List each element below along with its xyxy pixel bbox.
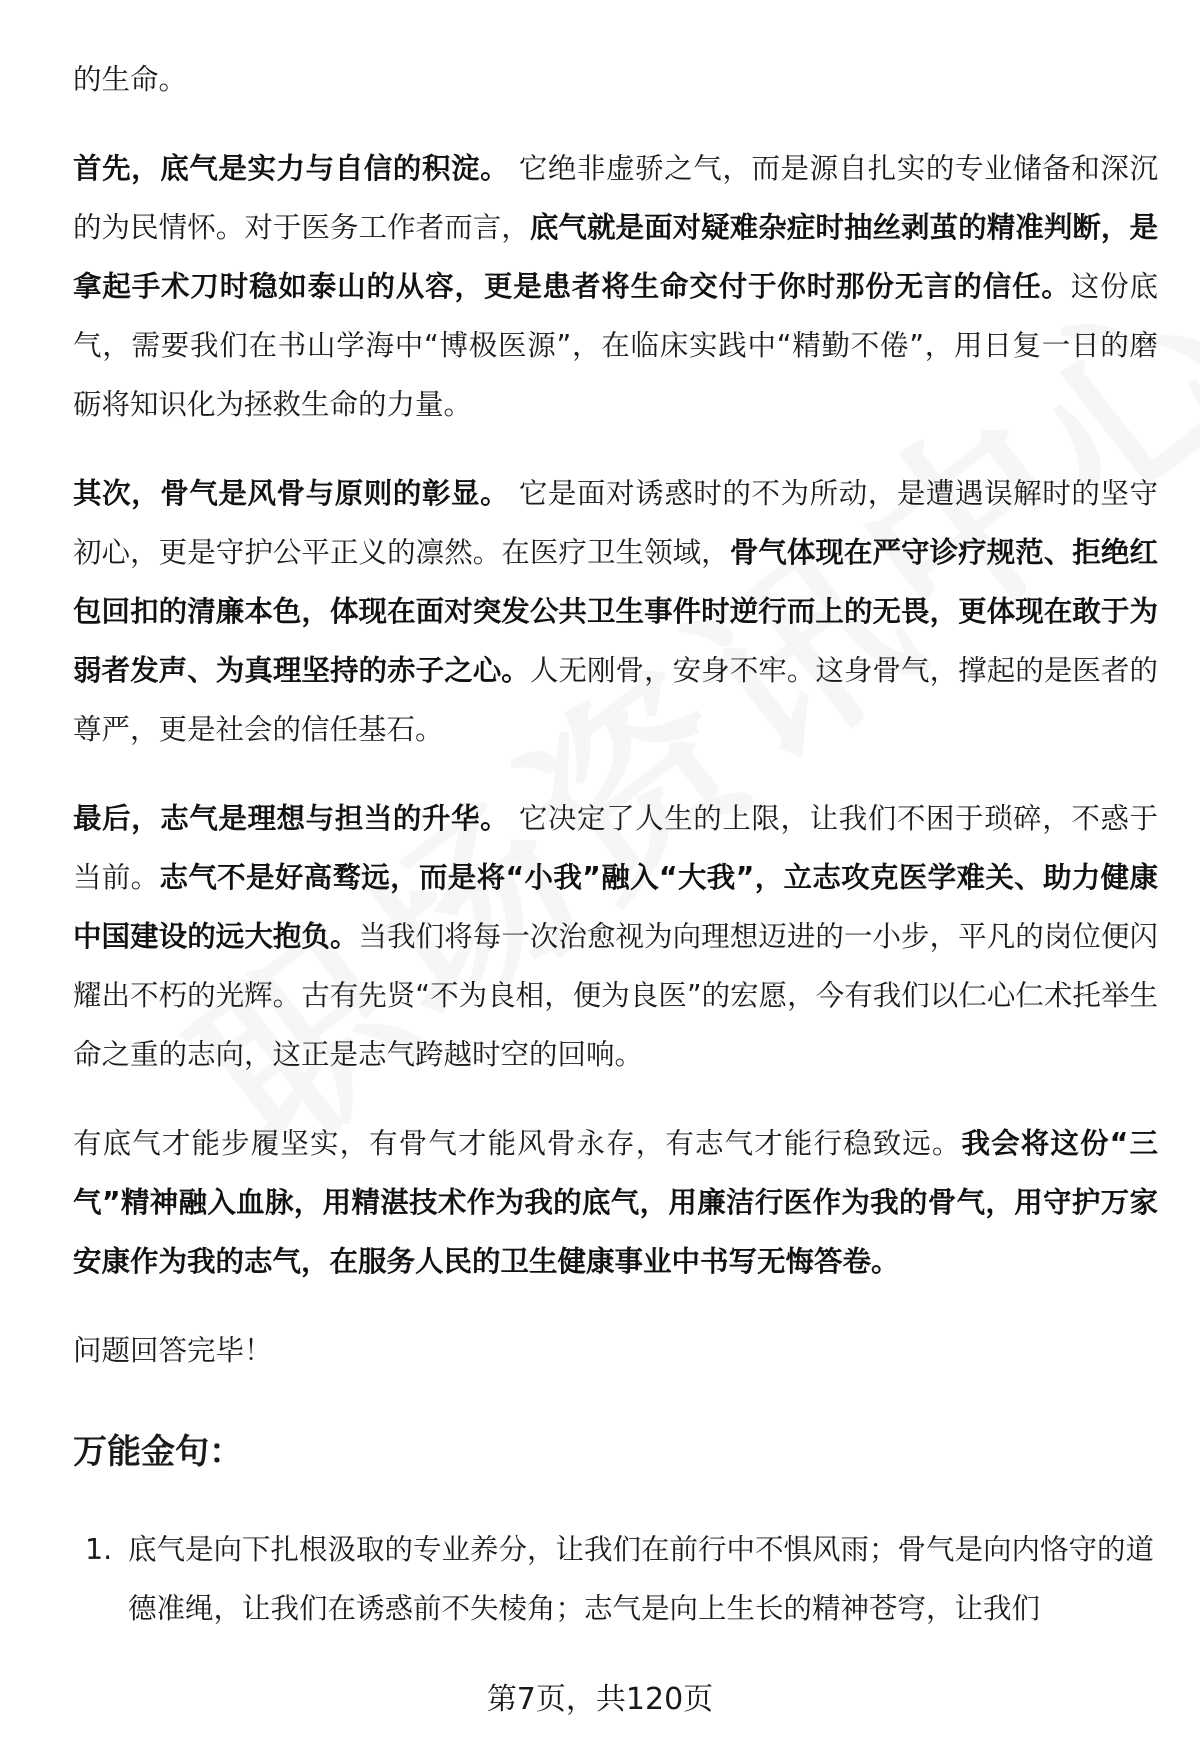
closing-line: 问题回答完毕！: [73, 1334, 273, 1367]
paragraph-guqi: [73, 464, 1158, 759]
list-item: [73, 1520, 1158, 1638]
paragraph-text: 这份底气，需要我们在书山学海中“博极医源”，在临床实践中“精勤不倦”，用日复一日的磨砺将知识化为拯救生命的力量。: [73, 270, 1158, 421]
paragraph-lead: 最后，志气是理想与担当的升华。: [73, 802, 510, 835]
paragraph-bold-text: 我会将这份“三气”精神融入血脉，用精湛技术作为我的底气，用廉洁行医作为我的骨气，用守护万家安康作为我的志气，在服务人民的卫生健康事业中书写无悔答卷。: [73, 1127, 1158, 1278]
page-footer: 第7页，共120页: [486, 1682, 714, 1717]
paragraph-text: 它是面对诱惑时的不为所动，是遭遇误解时的坚守初心，更是守护公平正义的凛然。在医疗卫生领域，: [73, 477, 1158, 569]
paragraph-text: 有底气才能步履坚实，有骨气才能风骨永存，有志气才能行稳致远。: [73, 1127, 962, 1160]
paragraph-lead: 首先，底气是实力与自信的积淀。: [73, 152, 510, 185]
paragraph-lead: 其次，骨气是风骨与原则的彰显。: [73, 477, 510, 510]
paragraph-text: 它绝非虚骄之气，而是源自扎实的专业储备和深沉的为民情怀。对于医务工作者而言，: [73, 152, 1158, 244]
list-item-text: 底气是向下扎根汲取的专业养分，让我们在前行中不惧风雨；骨气是向内恪守的道德准绳，让我们在诱惑前不失棱角；志气是向上生长的精神苍穹，让我们: [128, 1533, 1155, 1625]
paragraph-text: 人无刚骨，安身不牢。这身骨气，撑起的是医者的尊严，更是社会的信任基石。: [73, 654, 1158, 746]
section-heading: 万能金句：: [73, 1432, 243, 1472]
paragraph-zhiqi: [73, 789, 1158, 1084]
paragraph-bold-text: 志气不是好高骛远，而是将“小我”融入“大我”，立志攻克医学难关、助力健康中国建设的远大抱负。: [73, 861, 1158, 953]
paragraph-bold-text: 骨气体现在严守诊疗规范、拒绝红包回扣的清廉本色，体现在面对突发公共卫生事件时逆行而上的无畏，更体现在敢于为弱者发声、为真理坚持的赤子之心。: [73, 536, 1158, 687]
list-number: 1.: [85, 1533, 113, 1566]
paragraph-text: 当我们将每一次治愈视为向理想迈进的一小步，平凡的岗位便闪耀出不朽的光辉。古有先贤“不为良相，便为良医”的宏愿，今有我们以仁心仁术托举生命之重的志向，这正是志气跨越时空的回响。: [73, 920, 1158, 1071]
intro-tail: 的生命。: [73, 63, 188, 96]
paragraph-bold-text: 底气就是面对疑难杂症时抽丝剥茧的精准判断，是拿起手术刀时稳如泰山的从容，更是患者将生命交付于你时那份无言的信任。: [73, 211, 1158, 303]
paragraph-text: 它决定了人生的上限，让我们不困于琐碎，不惑于当前。: [73, 802, 1158, 894]
quote-list: [73, 1520, 1158, 1638]
document-body: [73, 50, 1158, 1638]
paragraph-conclusion: [73, 1114, 1158, 1291]
paragraph-diqi: [73, 139, 1158, 434]
